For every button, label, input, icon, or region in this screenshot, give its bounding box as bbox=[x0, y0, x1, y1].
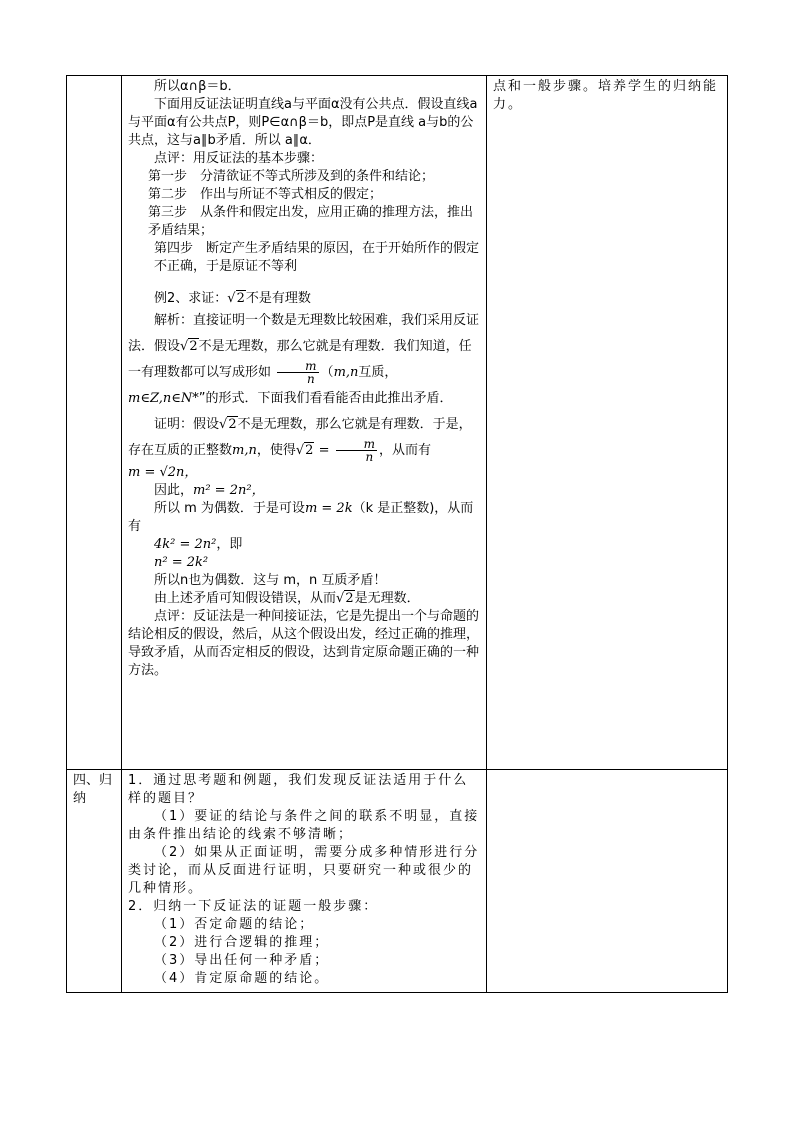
summary-step1: （1）否定命题的结论； bbox=[154, 917, 315, 932]
row1-notes-text: 点和一般步骤。培养学生的归纳能力。 bbox=[493, 79, 719, 112]
equation-4k2: 4k² = 2n²，即 bbox=[154, 537, 243, 552]
comment-paragraph: 点评：反证法是一种间接证法，它是先提出一个与命题的结论相反的假设，然后，从这个假设出发，经过正确的推理，导致矛盾，从而否定相反的假设，达到肯定原命题正确的一种方法。 bbox=[128, 609, 480, 678]
summary-q1-point2: （2）如果从正面证明，需要分成多种情形进行分类讨论，而从反面进行证明，只要研究一种或很少的几种情形。 bbox=[128, 845, 480, 896]
section-label-summary: 四、归纳 bbox=[73, 773, 113, 806]
set-condition: m∈Z,n∈N* bbox=[128, 391, 199, 406]
row2-content-cell bbox=[122, 770, 487, 993]
analysis-paragraph: 解析：直接证明一个数是无理数比较困难，我们采用反证法．假设√2不是无理数，那么它就是有理数．我们知道，任一有理数都可以写成形如 $\frac{m}{n}$ （m,n互质， m∈Z,n∈N*”的形式．下面我们看看能否由此推出矛盾． bbox=[128, 313, 480, 406]
row1-label-cell bbox=[67, 76, 122, 770]
step-4: 第四步 断定产生矛盾结果的原因，在于开始所作的假定不正确，于是原证不等利 bbox=[154, 241, 480, 274]
line-conclusion: 所以α∩β＝b． bbox=[154, 79, 241, 94]
summary-step2: （2）进行合逻辑的推理； bbox=[154, 935, 330, 950]
summary-step3: （3）导出任何一种矛盾； bbox=[154, 953, 330, 968]
example-2-tail: 不是有理数 bbox=[245, 291, 311, 306]
fraction-m-over-n: $\frac{m}{n}$ bbox=[277, 360, 318, 385]
sqrt2-symbol: √2 bbox=[227, 291, 245, 306]
n-even-line: 所以n也为偶数．这与 m，n 互质矛盾！ bbox=[154, 573, 387, 588]
row1-notes-cell bbox=[487, 76, 728, 770]
example-2 bbox=[128, 290, 482, 308]
step-2: 第二步 作出与所证不等式相反的假定； bbox=[148, 187, 383, 202]
lesson-row-summary bbox=[67, 770, 728, 993]
lesson-row-proof bbox=[67, 76, 728, 770]
para-proof-no-common-point: 下面用反证法证明直线a与平面α没有公共点．假设直线a 与平面α有公共点P，则P∈α∩β＝b，即点P是直线 a与b的公共点，这与a∥b矛盾．所以 a∥α． bbox=[128, 97, 478, 148]
step-3: 第三步 从条件和假定出发，应用正确的推理方法，推出矛盾结果； bbox=[148, 205, 474, 238]
row1-content-cell bbox=[122, 76, 487, 770]
equation-m-sqrt2n: m = √2n， bbox=[128, 465, 198, 480]
summary-q2: 2．归纳一下反证法的证题一般步骤： bbox=[128, 899, 379, 914]
proof-paragraph: 证明：假设√2不是无理数，那么它就是有理数．于是，存在互质的正整数m,n，使得√2 = $\frac{m}{n}$ ，从而有 bbox=[128, 417, 472, 464]
row1-label bbox=[67, 76, 121, 78]
row2-notes-cell bbox=[487, 770, 728, 993]
therefore-line: 因此，m² = 2n²， bbox=[154, 483, 265, 498]
row2-label-cell bbox=[67, 770, 122, 993]
lesson-table bbox=[66, 75, 728, 993]
m-even-line: 所以 m 为偶数．于是可设m = 2k（k 是正整数)，从而有 bbox=[128, 501, 474, 534]
comment-heading: 点评：用反证法的基本步骤： bbox=[154, 151, 324, 166]
example-2-lead: 例2、求证： bbox=[154, 291, 228, 306]
step-1: 第一步 分清欲证不等式所涉及到的条件和结论； bbox=[148, 169, 435, 184]
summary-q1-point1: （1）要证的结论与条件之间的联系不明显，直接由条件推出结论的线索不够清晰； bbox=[128, 809, 480, 842]
summary-q1: 1．通过思考题和例题，我们发现反证法适用于什么样的题目？ bbox=[128, 773, 469, 806]
row2-notes-text bbox=[487, 770, 727, 776]
conclusion-line: 由上述矛盾可知假设错误，从而√2是无理数． bbox=[154, 591, 420, 606]
summary-step4: （4）肯定原命题的结论。 bbox=[154, 971, 330, 986]
equation-n2: n² = 2k² bbox=[154, 555, 209, 570]
